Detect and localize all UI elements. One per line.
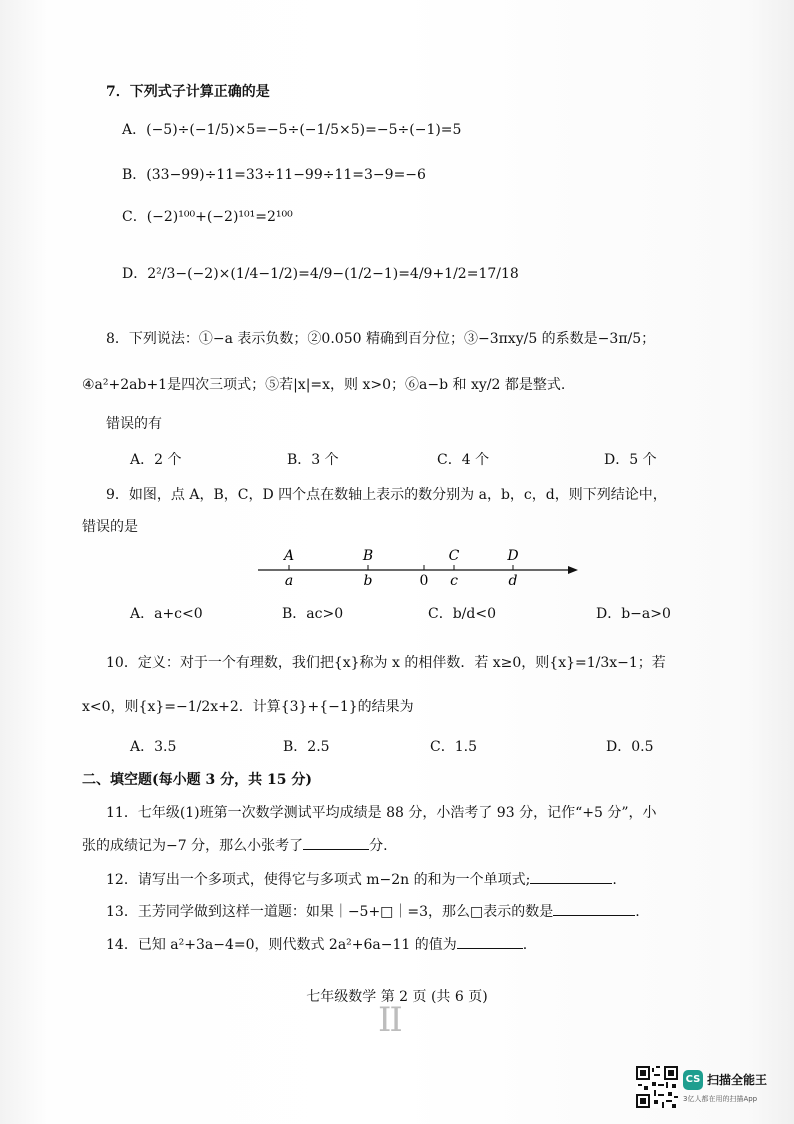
- value-label-d: d: [508, 573, 518, 589]
- value-label-b: b: [363, 573, 373, 589]
- q8-option-b: B．3 个: [287, 452, 339, 468]
- q11-line2-text: 张的成绩记为−7 分，那么小张考了: [82, 838, 304, 854]
- q14-suffix: .: [522, 937, 528, 953]
- point-label-D: D: [507, 548, 519, 564]
- q11-line1: 11．七年级(1)班第一次数学测试平均成绩是 88 分，小浩考了 93 分，记作“+5 分”，小: [106, 805, 657, 821]
- q12-line: [106, 869, 617, 890]
- camscanner-name: 扫描全能王: [707, 1073, 768, 1087]
- q7-option-b: B．(33−99)÷11=33÷11−99÷11=3−9=−6: [122, 167, 426, 183]
- q7-option-c: C．(−2)¹⁰⁰+(−2)¹⁰¹=2¹⁰⁰: [122, 209, 293, 225]
- q9-option-a: A．a+c<0: [130, 606, 203, 622]
- q8-line3: 错误的有: [106, 416, 162, 432]
- camscanner-logo-icon: CS: [683, 1070, 703, 1090]
- qr-code-icon: [636, 1066, 678, 1108]
- point-label-B: B: [362, 548, 374, 564]
- q13-answer-blank[interactable]: [553, 901, 635, 916]
- value-label-a: a: [284, 573, 294, 589]
- q7-stem: 7．下列式子计算正确的是: [106, 84, 270, 100]
- q7-option-a: A．(−5)÷(−1/5)×5=−5÷(−1/5×5)=−5÷(−1)=5: [122, 122, 462, 138]
- q8-option-c: C．4 个: [437, 452, 490, 468]
- q13-text: 13．王芳同学做到这样一道题：如果｜−5+□｜=3，那么□表示的数是: [106, 904, 554, 920]
- section-2-title: 二、填空题(每小题 3 分，共 15 分): [82, 772, 312, 788]
- q11-line2: [82, 835, 388, 856]
- q8-option-a: A．2 个: [130, 452, 182, 468]
- q8-line1: 8．下列说法：①−a 表示负数；②0.050 精确到百分位；③−3πxy/5 的系数是−3π/5；: [106, 331, 656, 347]
- q10-option-d: D．0.5: [606, 739, 654, 755]
- point-label-A: A: [283, 548, 295, 564]
- q8-line2: ④a²+2ab+1是四次三项式；⑤若|x|=x，则 x>0；⑥a−b 和 xy/2 都是整式.: [82, 377, 566, 393]
- q9-option-b: B．ac>0: [282, 606, 344, 622]
- value-label-zero: 0: [419, 573, 429, 589]
- q9-option-c: C．b/d<0: [428, 606, 496, 622]
- scanner-badge: [636, 1066, 786, 1116]
- q11-line2-suffix: 分.: [369, 838, 388, 854]
- page-footer: 七年级数学 第 2 页 (共 6 页): [306, 989, 488, 1005]
- value-label-c: c: [450, 573, 458, 589]
- q14-line: [106, 934, 527, 955]
- q12-answer-blank[interactable]: [530, 869, 612, 884]
- number-line-arrow: [568, 566, 578, 574]
- q9-option-d: D．b−a>0: [596, 606, 671, 622]
- q7-option-d: D．2²/3−(−2)×(1/4−1/2)=4/9−(1/2−1)=4/9+1/2=17/18: [122, 266, 519, 282]
- q10-line1: 10．定义：对于一个有理数，我们把{x}称为 x 的相伴数．若 x≥0，则{x}=1/3x−1；若: [106, 655, 666, 671]
- page-watermark-mark: II: [378, 1000, 401, 1040]
- camscanner-slogan: 3亿人都在用的扫描App: [683, 1095, 758, 1103]
- q13-line: [106, 901, 640, 922]
- q10-option-b: B．2.5: [283, 739, 330, 755]
- number-line-figure: [250, 540, 590, 590]
- q12-text: 12．请写出一个多项式，使得它与多项式 m−2n 的和为一个单项式;: [106, 872, 531, 888]
- q11-answer-blank[interactable]: [303, 835, 369, 850]
- q9-line1: 9．如图，点 A，B，C，D 四个点在数轴上表示的数分别为 a，b，c，d，则下列结论中，: [106, 487, 667, 503]
- q13-suffix: .: [635, 904, 640, 920]
- q14-text: 14．已知 a²+3a−4=0，则代数式 2a²+6a−11 的值为: [106, 937, 457, 953]
- q10-option-c: C．1.5: [430, 739, 477, 755]
- q10-option-a: A．3.5: [130, 739, 177, 755]
- q9-line2: 错误的是: [82, 519, 138, 535]
- q12-suffix: .: [612, 872, 617, 888]
- q10-line2: x<0，则{x}=−1/2x+2．计算{3}+{−1}的结果为: [82, 699, 414, 715]
- point-label-C: C: [448, 548, 460, 564]
- q14-answer-blank[interactable]: [457, 934, 523, 949]
- q8-option-d: D．5 个: [604, 452, 657, 468]
